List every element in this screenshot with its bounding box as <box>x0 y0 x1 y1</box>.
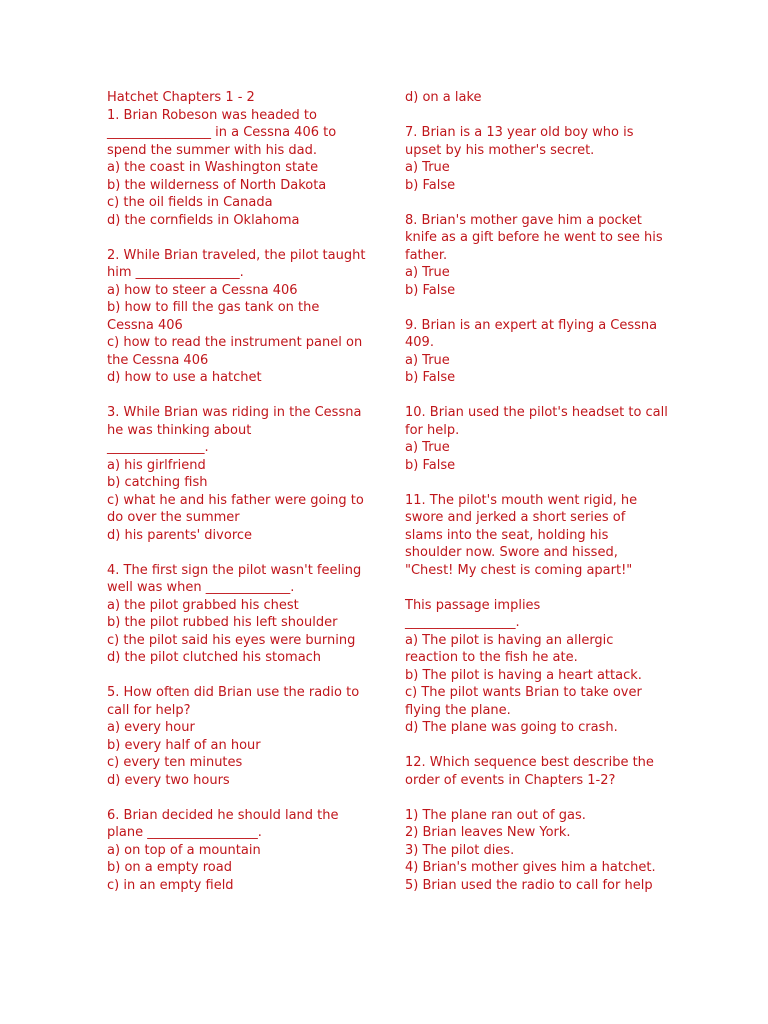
text-line: d) the cornfields in Oklahoma <box>107 212 300 228</box>
text-line: 409. <box>405 335 434 350</box>
text-line: c) the oil fields in Canada <box>107 195 273 210</box>
text-line: b) catching fish <box>107 475 208 490</box>
text-line: upset by his mother's secret. <box>405 142 595 158</box>
right-block-5 <box>405 492 663 580</box>
text-line: a) the coast in Washington state <box>107 160 319 175</box>
text-line: _________________. <box>405 615 520 630</box>
text-line: 5) Brian used the radio to call for help <box>405 877 653 893</box>
text-line: b) False <box>405 457 456 473</box>
text-line: "Chest! My chest is coming apart!" <box>405 562 633 578</box>
text-line: d) how to use a hatchet <box>107 370 262 385</box>
block-spacer <box>405 387 663 405</box>
text-line: 4) Brian's mother gives him a hatchet. <box>405 860 656 875</box>
block-spacer <box>405 299 663 317</box>
text-line: c) every ten minutes <box>107 755 243 770</box>
text-line: he was thinking about <box>107 422 252 438</box>
text-line: 2) Brian leaves New York. <box>405 825 571 840</box>
text-line: 1. Brian Robeson was headed to <box>107 107 317 123</box>
block-spacer <box>107 544 365 562</box>
block-spacer <box>107 667 365 685</box>
text-line: b) False <box>405 370 456 385</box>
text-line: the Cessna 406 <box>107 352 209 368</box>
text-line: slams into the seat, holding his <box>405 527 609 543</box>
text-line: b) how to fill the gas tank on the <box>107 300 320 315</box>
text-line: plane _________________. <box>107 825 262 840</box>
left-block-1 <box>107 247 365 387</box>
text-line: 9. Brian is an expert at flying a Cessna <box>405 317 658 333</box>
text-line: a) the pilot grabbed his chest <box>107 597 299 613</box>
right-column <box>405 89 668 894</box>
right-block-1 <box>405 124 663 194</box>
text-line: 5. How often did Brian use the radio to <box>107 685 360 700</box>
text-line: a) on top of a mountain <box>107 842 261 858</box>
text-line: d) on a lake <box>405 90 482 105</box>
text-line: b) the pilot rubbed his left shoulder <box>107 615 338 630</box>
text-line: Hatchet Chapters 1 - 2 <box>107 90 255 105</box>
text-line: shoulder now. Swore and hissed, <box>405 545 618 560</box>
block-spacer <box>107 229 365 247</box>
block-spacer <box>405 579 663 597</box>
left-block-5 <box>107 807 365 895</box>
text-line: 6. Brian decided he should land the <box>107 807 339 823</box>
text-line: b) on a empty road <box>107 860 232 875</box>
block-spacer <box>107 789 365 807</box>
text-line: _______________. <box>107 440 209 455</box>
text-line: a) how to steer a Cessna 406 <box>107 282 298 298</box>
text-line: d) every two hours <box>107 772 230 788</box>
text-line: a) True <box>405 265 450 280</box>
left-column <box>107 89 365 894</box>
text-line: 3. While Brian was riding in the Cessna <box>107 405 362 420</box>
text-line: ________________ in a Cessna 406 to <box>107 125 337 140</box>
left-block-0 <box>107 89 365 229</box>
text-line: father. <box>405 247 448 263</box>
text-line: for help. <box>405 422 460 438</box>
text-line: flying the plane. <box>405 702 511 718</box>
right-block-7 <box>405 754 663 789</box>
text-line: a) his girlfriend <box>107 457 206 473</box>
block-spacer <box>405 789 663 807</box>
right-block-8 <box>405 807 663 895</box>
text-line: a) True <box>405 440 450 455</box>
text-line: swore and jerked a short series of <box>405 510 626 525</box>
text-line: a) True <box>405 352 450 368</box>
text-line: c) how to read the instrument panel on <box>107 335 363 350</box>
text-line: 3) The pilot dies. <box>405 842 515 858</box>
right-block-3 <box>405 317 663 387</box>
block-spacer <box>405 107 663 125</box>
text-line: Cessna 406 <box>107 317 183 333</box>
text-line: 8. Brian's mother gave him a pocket <box>405 212 642 228</box>
text-line: call for help? <box>107 702 191 718</box>
text-line: spend the summer with his dad. <box>107 142 317 158</box>
left-block-4 <box>107 684 365 789</box>
block-spacer <box>405 737 663 755</box>
text-line: b) False <box>405 177 456 193</box>
left-block-2 <box>107 404 365 544</box>
text-line: d) the pilot clutched his stomach <box>107 650 322 665</box>
text-line: do over the summer <box>107 510 240 525</box>
text-line: d) The plane was going to crash. <box>405 720 618 735</box>
text-line: b) every half of an hour <box>107 737 261 753</box>
text-line: d) his parents' divorce <box>107 527 253 543</box>
text-line: This passage implies <box>405 597 541 613</box>
text-line: c) what he and his father were going to <box>107 492 364 508</box>
text-line: 12. Which sequence best describe the <box>405 755 654 770</box>
text-line: order of events in Chapters 1-2? <box>405 772 616 788</box>
text-line: b) the wilderness of North Dakota <box>107 177 327 193</box>
right-block-4 <box>405 404 668 474</box>
text-line: a) every hour <box>107 720 195 735</box>
text-line: a) The pilot is having an allergic <box>405 632 614 648</box>
text-line: c) in an empty field <box>107 877 234 893</box>
text-line: him ________________. <box>107 265 244 280</box>
text-line: b) The pilot is having a heart attack. <box>405 667 642 683</box>
block-spacer <box>405 474 663 492</box>
right-block-6 <box>405 597 663 737</box>
text-line: 10. Brian used the pilot's headset to call <box>405 405 668 420</box>
text-line: knife as a gift before he went to see his <box>405 230 663 245</box>
text-line: 11. The pilot's mouth went rigid, he <box>405 492 638 508</box>
left-block-3 <box>107 562 365 667</box>
block-spacer <box>107 387 365 405</box>
right-block-0 <box>405 89 663 107</box>
text-line: reaction to the fish he ate. <box>405 650 578 665</box>
block-spacer <box>405 194 663 212</box>
text-line: well was when _____________. <box>107 580 295 595</box>
text-line: 2. While Brian traveled, the pilot taught <box>107 247 366 263</box>
text-line: 7. Brian is a 13 year old boy who is <box>405 125 634 140</box>
text-line: c) The pilot wants Brian to take over <box>405 685 642 700</box>
text-line: b) False <box>405 282 456 298</box>
text-line: 1) The plane ran out of gas. <box>405 807 586 823</box>
text-line: c) the pilot said his eyes were burning <box>107 632 356 648</box>
right-block-2 <box>405 212 663 300</box>
text-line: a) True <box>405 160 450 175</box>
text-line: 4. The first sign the pilot wasn't feeling <box>107 562 362 578</box>
